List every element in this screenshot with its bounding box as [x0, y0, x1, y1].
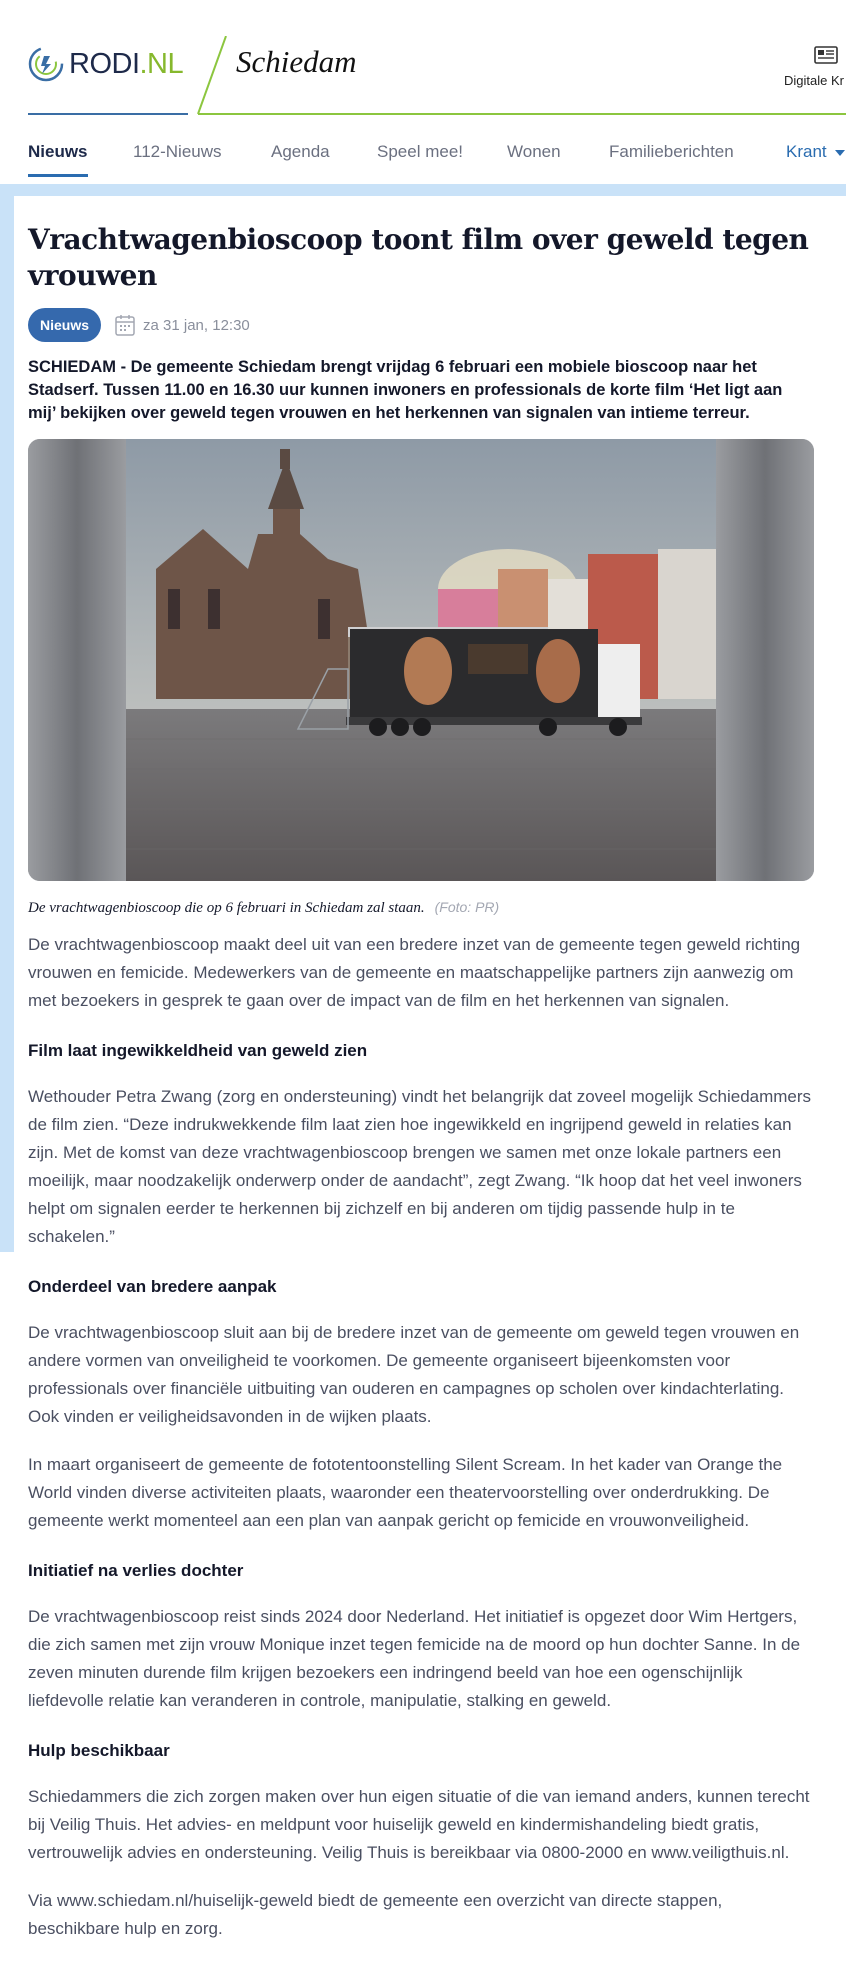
article-title: Vrachtwagenbioscoop toont film over geweld tegen vrouwen — [28, 223, 809, 292]
nav-item-nieuws[interactable]: Nieuws — [28, 142, 88, 161]
logo-underline — [28, 113, 188, 115]
article-subheading: Initiatief na verlies dochter — [28, 1561, 244, 1580]
article-paragraph: Wethouder Petra Zwang (zorg en ondersteuning) vindt het belangrijk dat zoveel mogelijk Schiedammers de film zien. “Deze indrukwekkende film laat zien hoe ingewikkeld en ingrijpend geweld in relaties kan zijn. Met de komst van deze vrachtwagenbioscoop brengen we samen met onze lokale partners een moeilijk, maar noodzakelijk onderwerp onder de aandacht”, zegt Zwang. “Ik hoop dat het veel inwoners helpt om signalen eerder te herkennen bij zichzelf en bij anderen om tijdig passende hulp in te schakelen.” — [28, 1087, 812, 1246]
article-subheading: Hulp beschikbaar — [28, 1741, 170, 1760]
photo-credit: (Foto: PR) — [434, 899, 500, 915]
header-green-line — [198, 113, 846, 115]
nav-item-krant[interactable] — [786, 142, 845, 162]
logo-wordmark: RODI.NL — [69, 47, 184, 80]
content-left-bar — [0, 196, 14, 1252]
article-paragraph: De vrachtwagenbioscoop sluit aan bij de bredere inzet van de gemeente om geweld tegen vrouwen en andere vormen van onveiligheid te voorkomen. De gemeente organiseert bijeenkomsten voor professionals over financiële uitbuiting van ouderen en campagnes op scholen over kindachterlating. Ook vinden er veiligheidsavonden in de wijken plaats. — [28, 1323, 800, 1426]
article-subheading: Onderdeel van bredere aanpak — [28, 1277, 277, 1296]
article-photo-image — [28, 439, 814, 881]
photo-caption — [28, 899, 814, 917]
main-nav — [0, 130, 846, 184]
nav-item-agenda[interactable]: Agenda — [271, 142, 330, 161]
article-meta — [28, 308, 814, 342]
city-title: Schiedam — [236, 44, 357, 79]
article-paragraph: Via www.schiedam.nl/huiselijk-geweld biedt de gemeente een overzicht van directe stappen, beschikbare hulp en zorg. — [28, 1891, 723, 1938]
nav-item-krant-label: Krant — [786, 142, 827, 161]
article-photo[interactable] — [28, 439, 814, 881]
nav-item-112-nieuws[interactable]: 112-Nieuws — [133, 142, 222, 161]
publish-date: za 31 jan, 12:30 — [143, 316, 250, 334]
article-paragraph: De vrachtwagenbioscoop maakt deel uit van een bredere inzet van de gemeente tegen geweld richting vrouwen en femicide. Medewerkers van de gemeente en maatschappelijke partners zijn aanwezig om met bezoekers in gesprek te gaan over de impact van de film en het herkennen van signalen. — [28, 935, 801, 1010]
category-badge[interactable]: Nieuws — [28, 308, 101, 342]
article — [28, 196, 814, 1943]
content-top-bar — [0, 184, 846, 196]
header-slash-divider — [192, 36, 232, 116]
newspaper-icon — [814, 46, 838, 64]
site-logo[interactable] — [28, 46, 183, 82]
article-paragraph: Schiedammers die zich zorgen maken over hun eigen situatie of die van iemand anders, kunnen terecht bij Veilig Thuis. Het advies- en meldpunt voor huiselijk geweld en kindermishandeling biedt gratis, vertrouwelijk advies en ondersteuning. Veilig Thuis is bereikbaar via 0800-2000 en www.veiligthuis.nl. — [28, 1787, 810, 1862]
rodi-logo-icon — [28, 46, 64, 82]
article-lead: SCHIEDAM - De gemeente Schiedam brengt vrijdag 6 februari een mobiele bioscoop naar het Stadserf. Tussen 11.00 en 16.30 uur kunnen inwoners en professionals de korte film ‘Het ligt aan mij’ bekijken over geweld tegen vrouwen en het herkennen van signalen van intieme terreur. — [28, 358, 783, 422]
digitale-krant-link[interactable] — [784, 46, 846, 88]
article-paragraph: De vrachtwagenbioscoop reist sinds 2024 door Nederland. Het initiatief is opgezet door Wim Hertgers, die zich samen met zijn vrouw Monique inzet tegen femicide na de moord op hun dochter Sanne. In de zeven minuten durende film krijgen bezoekers een indringend beeld van hoe een ogenschijnlijk liefdevolle relatie kan veranderen in controle, manipulatie, stalking en geweld. — [28, 1607, 801, 1710]
site-header — [0, 0, 846, 130]
digitale-krant-label: Digitale Kr — [784, 73, 844, 88]
nav-item-wonen[interactable]: Wonen — [507, 142, 561, 161]
chevron-down-icon — [835, 150, 845, 156]
article-paragraph: In maart organiseert de gemeente de fototentoonstelling Silent Scream. In het kader van Orange the World vinden diverse activiteiten plaats, waaronder een theatervoorstelling over onderdrukking. De gemeente werkt momenteel aan een plan van aanpak gericht op femicide en vrouwonveiligheid. — [28, 1455, 783, 1530]
calendar-icon — [115, 314, 135, 336]
nav-item-speel-mee[interactable]: Speel mee! — [377, 142, 463, 161]
photo-caption-text: De vrachtwagenbioscoop die op 6 februari in Schiedam zal staan. — [28, 900, 425, 916]
nav-item-familieberichten[interactable]: Familieberichten — [609, 142, 734, 161]
article-subheading: Film laat ingewikkeldheid van geweld zien — [28, 1041, 368, 1060]
